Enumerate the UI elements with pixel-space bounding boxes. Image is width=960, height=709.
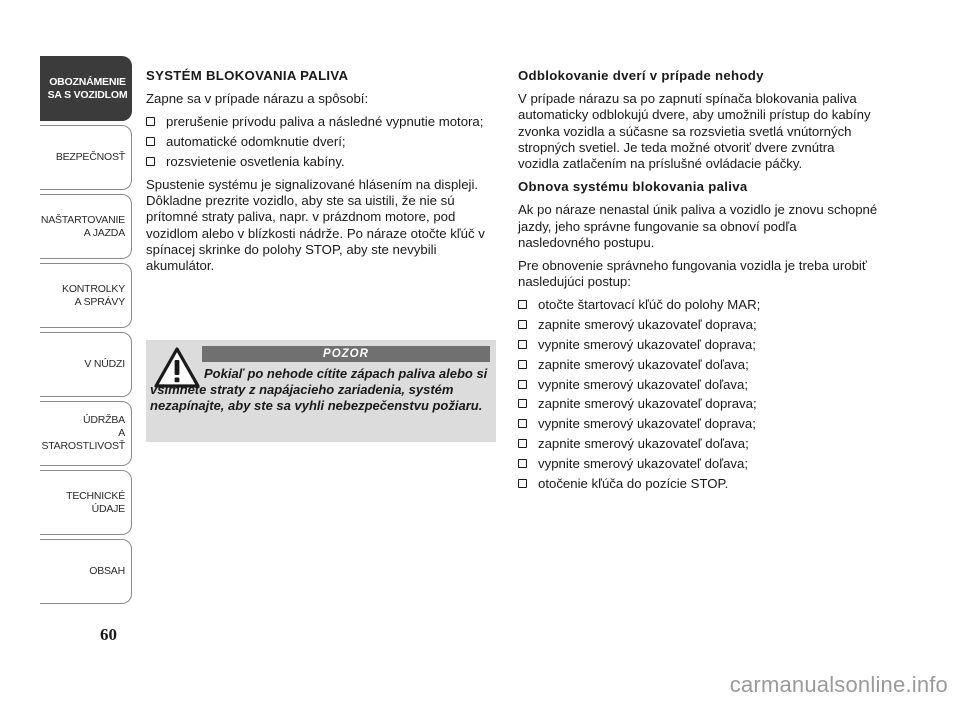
effects-list (146, 114, 498, 170)
section-heading: SYSTÉM BLOKOVANIA PALIVA (146, 68, 349, 83)
right-column (518, 68, 878, 499)
checkbox-bullet-icon (518, 300, 527, 309)
tab-label: ÚDRŽBA A STAROSTLIVOSŤ (41, 414, 125, 452)
step-item (518, 476, 878, 492)
checkbox-bullet-icon (518, 459, 527, 468)
step-text: vypnite smerový ukazovateľ doprava; (538, 337, 756, 353)
tab-label: TECHNICKÉ ÚDAJE (66, 489, 125, 515)
intro-text: Zapne sa v prípade nárazu a spôsobí: (146, 91, 369, 107)
step-text: otočenie kľúča do pozície STOP. (538, 475, 729, 491)
reset-paragraph: Ak po náraze nenastal únik paliva a vozidlo je znovu schopné jazdy, jeho správne fungovanie sa obnoví podľa nasledovného postupu. (518, 202, 878, 250)
warning-box (146, 340, 496, 442)
step-item (518, 297, 878, 313)
list-item (146, 134, 498, 150)
tab-label: V NÚDZI (84, 358, 125, 370)
step-item (518, 416, 878, 432)
subheading-reset: Obnova systému blokovania paliva (518, 179, 748, 195)
watermark: carmanualsonline.info (729, 672, 948, 697)
checkbox-bullet-icon (518, 320, 527, 329)
step-item (518, 456, 878, 472)
checkbox-bullet-icon (146, 117, 155, 126)
step-item (518, 337, 878, 353)
checkbox-bullet-icon (146, 137, 155, 146)
list-item (146, 114, 498, 130)
step-item (518, 396, 878, 412)
list-item-text: rozsvietenie osvetlenia kabíny. (166, 153, 345, 169)
procedure-steps (518, 297, 878, 491)
unlock-paragraph: V prípade nárazu sa po zapnutí spínača blokovania paliva automaticky odblokujú dvere, aby umožnili prístup do kabíny zvonka vozidla a súčasne sa rozsvietia svetlá vnútorných stropných svetiel. Je teda možné otvoriť dvere zvnútra vozidla zatlačením na príslušné ovládacie páčky. (518, 91, 871, 172)
step-text: vypnite smerový ukazovateľ doľava; (538, 455, 749, 471)
step-text: zapnite smerový ukazovateľ doľava; (538, 356, 749, 372)
checkbox-bullet-icon (518, 360, 527, 369)
checkbox-bullet-icon (518, 479, 527, 488)
tab-label: OBOZNÁMENIE SA S VOZIDLOM (47, 75, 128, 101)
tab-label: OBSAH (89, 565, 125, 577)
checkbox-bullet-icon (518, 340, 527, 349)
tab-label: BEZPEČNOSŤ (55, 151, 125, 163)
checkbox-bullet-icon (518, 399, 527, 408)
list-item-text: prerušenie prívodu paliva a následné vypnutie motora; (166, 114, 484, 130)
tab-nastartovanie[interactable] (40, 194, 132, 259)
step-text: otočte štartovací kľúč do polohy MAR; (538, 297, 761, 313)
step-text: zapnite smerový ukazovateľ doľava; (538, 436, 749, 452)
checkbox-bullet-icon (518, 380, 527, 389)
procedure-intro: Pre obnovenie správneho fungovania vozidla je treba urobiť nasledujúci postup: (518, 258, 867, 290)
step-item (518, 377, 878, 393)
page-number: 60 (100, 625, 117, 644)
list-item-text: automatické odomknutie dverí; (166, 134, 346, 150)
tab-label: KONTROLKY A SPRÁVY (62, 282, 125, 308)
tab-technicke[interactable] (40, 470, 132, 535)
warning-label: POZOR (202, 346, 490, 362)
tab-label: NAŠTARTOVANIE A JAZDA (40, 213, 125, 239)
tab-oboznamenie[interactable] (40, 56, 132, 121)
warning-text: Pokiaľ po nehode cítite zápach paliva alebo si všimnete straty z napájacieho zariadenia, systém nezapínajte, aby ste sa vyhli nebezpečenstvu požiaru. (150, 366, 488, 414)
subheading-unlock: Odblokovanie dverí v prípade nehody (518, 68, 764, 83)
tab-udrzba[interactable] (40, 401, 132, 466)
step-text: zapnite smerový ukazovateľ doprava; (538, 396, 757, 412)
checkbox-bullet-icon (146, 157, 155, 166)
tab-obsah[interactable] (40, 539, 132, 604)
step-text: vypnite smerový ukazovateľ doprava; (538, 416, 756, 432)
body-paragraph: Spustenie systému je signalizované hlásením na displeji. Dôkladne prezrite vozidlo, aby ste sa uistili, že nie sú prítomné straty paliva, napr. v prázdnom motore, pod vozidlom alebo v blízkosti nádrže. Po náraze otočte kľúč v spínacej skrinke do polohy STOP, aby ste nevybili akumulátor. (146, 177, 485, 274)
step-item (518, 317, 878, 333)
step-item (518, 436, 878, 452)
left-column (146, 68, 498, 281)
tab-v-nudzi[interactable] (40, 332, 132, 397)
checkbox-bullet-icon (518, 439, 527, 448)
step-item (518, 357, 878, 373)
step-text: vypnite smerový ukazovateľ doľava; (538, 376, 749, 392)
step-text: zapnite smerový ukazovateľ doprava; (538, 317, 757, 333)
list-item (146, 154, 498, 170)
tab-kontrolky[interactable] (40, 263, 132, 328)
checkbox-bullet-icon (518, 419, 527, 428)
tab-bezpecnost[interactable] (40, 125, 132, 190)
chapter-tabs (40, 56, 132, 608)
